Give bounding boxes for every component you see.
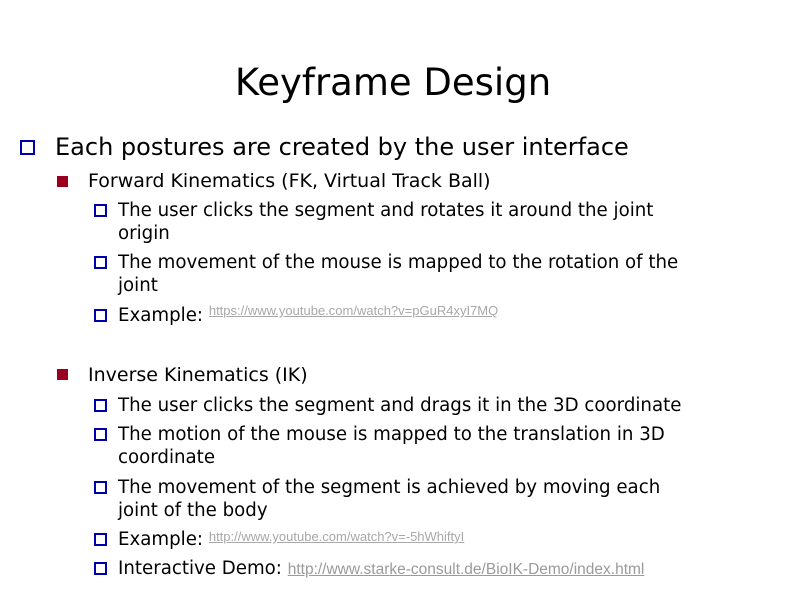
ik-example-link[interactable]: http://www.youtube.com/watch?v=-5hWhiftyI <box>208 529 465 544</box>
hollow-square-bullet-icon <box>94 256 107 269</box>
fk-example-label: Example: <box>118 305 204 326</box>
ik-example <box>118 528 464 552</box>
ik-item-1: The user clicks the segment and drags it in the 3D coordinate <box>118 395 682 416</box>
fk-example-link[interactable]: https://www.youtube.com/watch?v=pGuR4xyI7MQ <box>208 303 499 318</box>
hollow-square-bullet-icon <box>20 140 35 155</box>
hollow-square-bullet-icon <box>94 481 107 494</box>
ik-item-2-continued: coordinate <box>118 447 216 468</box>
fk-item-1-continued: origin <box>118 223 170 244</box>
fk-item-1: The user clicks the segment and rotates it around the joint <box>118 200 654 221</box>
fk-example <box>118 304 498 328</box>
solid-square-bullet-icon <box>57 176 68 187</box>
ik-demo-label: Interactive Demo: <box>118 558 282 579</box>
fk-item-2-continued: joint <box>118 275 158 296</box>
slide-title: Keyframe Design <box>234 61 552 104</box>
ik-demo-link[interactable]: http://www.starke-consult.de/BioIK-Demo/index.html <box>287 561 645 578</box>
hollow-square-bullet-icon <box>94 204 107 217</box>
fk-item-2: The movement of the mouse is mapped to the rotation of the <box>118 252 679 273</box>
hollow-square-bullet-icon <box>94 562 107 575</box>
ik-demo <box>118 557 644 581</box>
hollow-square-bullet-icon <box>94 399 107 412</box>
solid-square-bullet-icon <box>57 369 68 380</box>
fk-heading: Forward Kinematics (FK, Virtual Track Ball) <box>88 170 491 192</box>
ik-example-label: Example: <box>118 529 204 550</box>
ik-item-3: The movement of the segment is achieved by moving each <box>118 477 661 498</box>
hollow-square-bullet-icon <box>94 428 107 441</box>
ik-item-2: The motion of the mouse is mapped to the translation in 3D <box>118 424 665 445</box>
main-bullet-text: Each postures are created by the user interface <box>55 133 629 161</box>
hollow-square-bullet-icon <box>94 533 107 546</box>
hollow-square-bullet-icon <box>94 309 107 322</box>
ik-item-3-continued: joint of the body <box>118 500 268 521</box>
ik-heading: Inverse Kinematics (IK) <box>88 364 308 386</box>
